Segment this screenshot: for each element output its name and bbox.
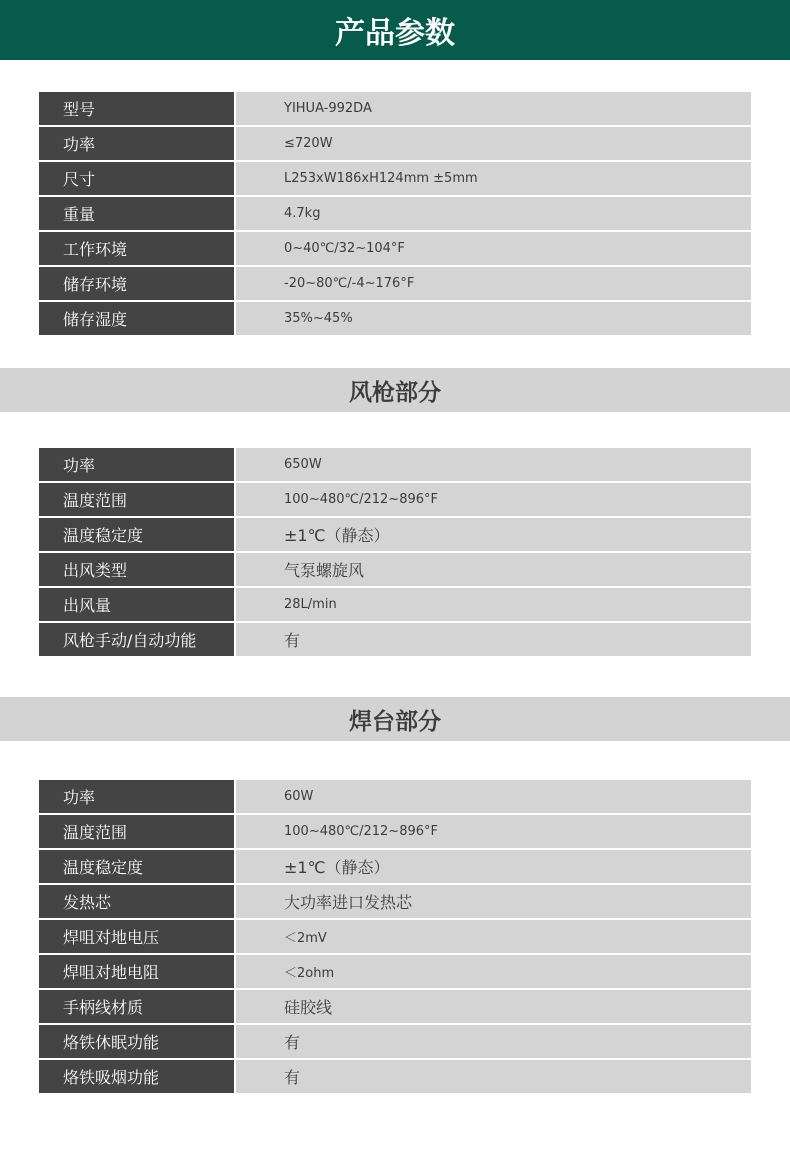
soldering-spec-table (39, 780, 751, 1095)
spec-value: YIHUA-992DA (236, 92, 751, 125)
spec-label: 尺寸 (39, 162, 234, 195)
hot-air-spec-table (39, 448, 751, 658)
spec-value: ≤720W (236, 127, 751, 160)
soldering-section-banner (0, 697, 790, 741)
spec-label: 温度稳定度 (39, 850, 234, 883)
spec-value: 气泵螺旋风 (236, 553, 751, 586)
page-title-banner (0, 0, 790, 60)
spec-label: 功率 (39, 448, 234, 481)
spec-value: 0~40℃/32~104°F (236, 232, 751, 265)
spec-value: 有 (236, 1025, 751, 1058)
spec-value: ＜2ohm (236, 955, 751, 988)
table-row (39, 920, 751, 955)
spec-value: 有 (236, 623, 751, 656)
table-row (39, 815, 751, 850)
hot-air-section-title: 风枪部分 (349, 379, 441, 406)
table-row (39, 483, 751, 518)
general-spec-table (39, 92, 751, 337)
spec-label: 工作环境 (39, 232, 234, 265)
spec-label: 风枪手动/自动功能 (39, 623, 234, 656)
spec-label: 温度稳定度 (39, 518, 234, 551)
table-row (39, 232, 751, 267)
spec-value: ＜2mV (236, 920, 751, 953)
spec-value: ±1℃（静态） (236, 850, 751, 883)
spec-value: -20~80℃/-4~176°F (236, 267, 751, 300)
spec-value: 28L/min (236, 588, 751, 621)
table-row (39, 197, 751, 232)
spec-value: ±1℃（静态） (236, 518, 751, 551)
table-row (39, 1060, 751, 1095)
spec-value: 4.7kg (236, 197, 751, 230)
table-row (39, 267, 751, 302)
table-row (39, 448, 751, 483)
spec-label: 型号 (39, 92, 234, 125)
spec-label: 出风量 (39, 588, 234, 621)
spec-label: 发热芯 (39, 885, 234, 918)
table-row (39, 1025, 751, 1060)
spec-label: 温度范围 (39, 815, 234, 848)
spec-value: 35%~45% (236, 302, 751, 335)
table-row (39, 162, 751, 197)
table-row (39, 990, 751, 1025)
spec-value: 有 (236, 1060, 751, 1093)
spec-label: 重量 (39, 197, 234, 230)
spec-value: 大功率进口发热芯 (236, 885, 751, 918)
spec-label: 功率 (39, 780, 234, 813)
spec-label: 烙铁吸烟功能 (39, 1060, 234, 1093)
spec-value: 60W (236, 780, 751, 813)
table-row (39, 302, 751, 337)
table-row (39, 955, 751, 990)
soldering-section-title: 焊台部分 (349, 708, 441, 735)
spec-label: 手柄线材质 (39, 990, 234, 1023)
spec-label: 烙铁休眠功能 (39, 1025, 234, 1058)
table-row (39, 850, 751, 885)
table-row (39, 780, 751, 815)
spec-label: 储存湿度 (39, 302, 234, 335)
table-row (39, 885, 751, 920)
spec-label: 焊咀对地电压 (39, 920, 234, 953)
spec-value: L253xW186xH124mm ±5mm (236, 162, 751, 195)
spec-label: 焊咀对地电阻 (39, 955, 234, 988)
table-row (39, 588, 751, 623)
page-title: 产品参数 (335, 16, 455, 51)
spec-label: 功率 (39, 127, 234, 160)
spec-value: 100~480℃/212~896°F (236, 483, 751, 516)
hot-air-section-banner (0, 368, 790, 412)
table-row (39, 518, 751, 553)
spec-label: 温度范围 (39, 483, 234, 516)
spec-value: 100~480℃/212~896°F (236, 815, 751, 848)
table-row (39, 127, 751, 162)
spec-label: 出风类型 (39, 553, 234, 586)
spec-label: 储存环境 (39, 267, 234, 300)
spec-value: 硅胶线 (236, 990, 751, 1023)
table-row (39, 623, 751, 658)
table-row (39, 553, 751, 588)
spec-value: 650W (236, 448, 751, 481)
table-row (39, 92, 751, 127)
